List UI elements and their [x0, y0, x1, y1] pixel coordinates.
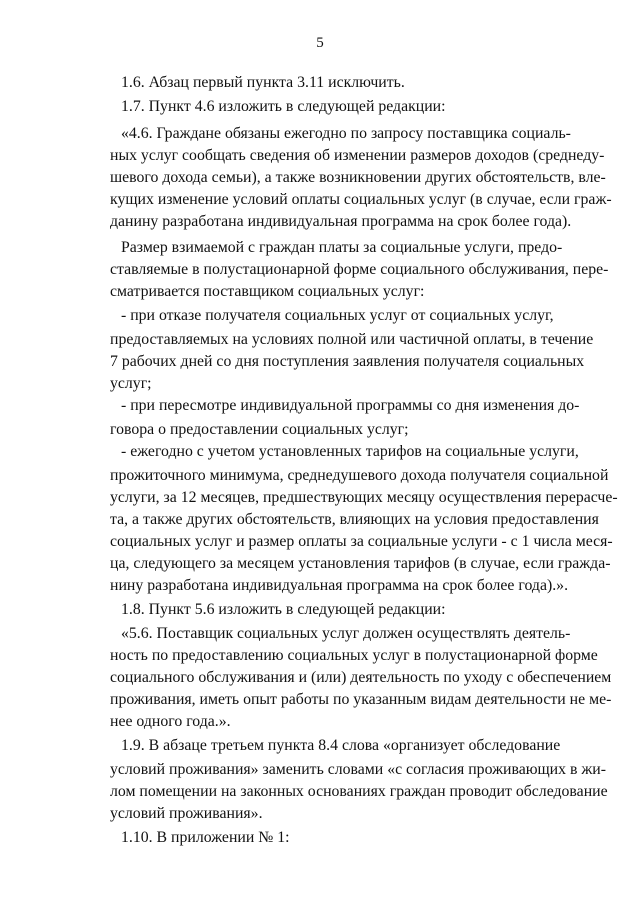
paragraph-line: прожиточного минимума, среднедушевого дохода получателя социальной	[110, 467, 609, 484]
paragraph-line: та, а также других обстоятельств, влияющих на условия предоставления	[110, 511, 599, 528]
paragraph-line: данину разработана индивидуальная программа на срок более года).	[110, 213, 572, 230]
paragraph-line: - ежегодно с учетом установленных тарифов на социальные услуги,	[121, 443, 579, 460]
paragraph-line: условий проживания».	[110, 805, 263, 822]
paragraph-line: услуг;	[110, 375, 152, 392]
paragraph-line: ных услуг сообщать сведения об изменении размеров доходов (среднеду-	[110, 147, 605, 164]
paragraph-line: 1.6. Абзац первый пункта 3.11 исключить.	[121, 74, 405, 91]
paragraph-line: предоставляемых на условиях полной или частичной оплаты, в течение	[110, 331, 594, 348]
paragraph-line: проживания, иметь опыт работы по указанным видам деятельности не ме-	[110, 691, 612, 708]
paragraph-line: шевого дохода семьи), а также возникновении других обстоятельств, вле-	[110, 169, 606, 186]
paragraph-line: нину разработана индивидуальная программа на срок более года).».	[110, 577, 569, 594]
paragraph-line: «5.6. Поставщик социальных услуг должен осуществлять деятель-	[121, 625, 571, 642]
page-number: 5	[316, 35, 324, 51]
paragraph-line: говора о предоставлении социальных услуг;	[110, 421, 409, 438]
paragraph-line: 1.10. В приложении № 1:	[121, 829, 290, 846]
paragraph-line: 1.7. Пункт 4.6 изложить в следующей редакции:	[121, 98, 446, 115]
paragraph-line: ставляемые в полустационарной форме социального обслуживания, пере-	[110, 261, 609, 278]
paragraph-line: ность по предоставлению социальных услуг в полустационарной форме	[110, 647, 598, 664]
paragraph-line: 1.8. Пункт 5.6 изложить в следующей редакции:	[121, 601, 446, 618]
paragraph-line: «4.6. Граждане обязаны ежегодно по запросу поставщика социаль-	[121, 125, 571, 142]
paragraph-line: социального обслуживания и (или) деятельность по уходу с обеспечением	[110, 669, 612, 686]
paragraph-line: условий проживания» заменить словами «с согласия проживающих в жи-	[110, 761, 607, 778]
paragraph-line: Размер взимаемой с граждан платы за социальные услуги, предо-	[121, 239, 563, 256]
paragraph-line: сматривается поставщиком социальных услуг:	[110, 283, 425, 300]
paragraph-line: - при отказе получателя социальных услуг от социальных услуг,	[121, 307, 554, 324]
paragraph-line: кущих изменение условий оплаты социальных услуг (в случае, если граж-	[110, 191, 612, 208]
paragraph-line: 7 рабочих дней со дня поступления заявления получателя социальных	[110, 353, 585, 370]
paragraph-line: 1.9. В абзаце третьем пункта 8.4 слова «организует обследование	[121, 737, 561, 754]
paragraph-line: лом помещении на законных основаниях граждан проводит обследование	[110, 783, 608, 800]
paragraph-line: ца, следующего за месяцем установления тарифов (в случае, если гражда-	[110, 555, 611, 572]
paragraph-line: - при пересмотре индивидуальной программы со дня изменения до-	[121, 397, 580, 414]
paragraph-line: нее одного года.».	[110, 713, 231, 730]
paragraph-line: социальных услуг и размер оплаты за социальные услуги - с 1 числа меся-	[110, 533, 613, 550]
paragraph-line: услуги, за 12 месяцев, предшествующих месяцу осуществления перерасче-	[110, 489, 618, 506]
